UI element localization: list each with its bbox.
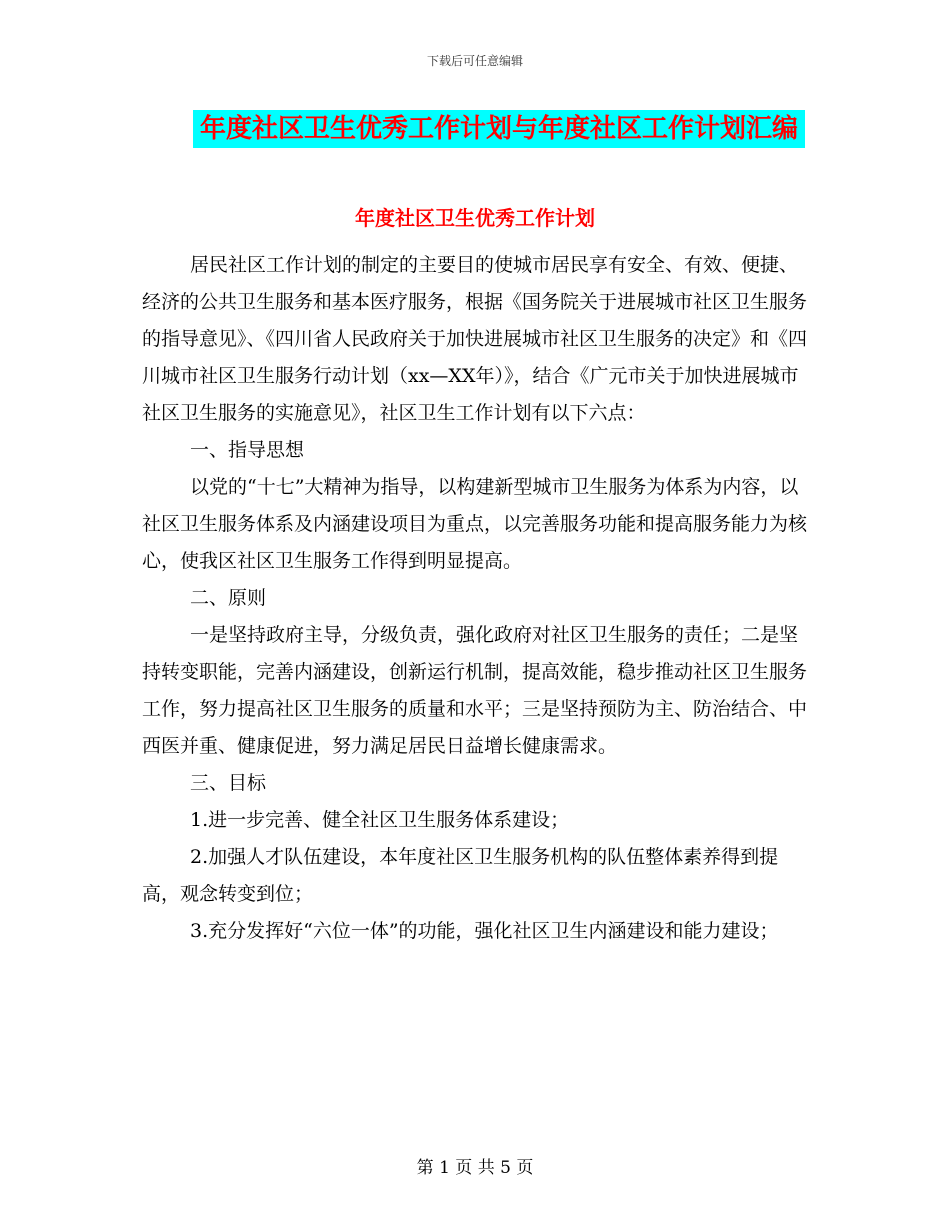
document-title: 年度社区卫生优秀工作计划与年度社区工作计划汇编 bbox=[193, 110, 805, 148]
principles-paragraph: 一是坚持政府主导，分级负责，强化政府对社区卫生服务的责任；二是坚持转变职能，完善内涵建设，创新运行机制，提高效能，稳步推动社区卫生服务工作，努力提高社区卫生服务的质量和水平；三是坚持预防为主、防治结合、中西医并重、健康促进，努力满足居民日益增长健康需求。 bbox=[142, 624, 808, 757]
goal-item-1: 1.进一步完善、健全社区卫生服务体系建设； bbox=[190, 809, 570, 831]
heading-goals: 三、目标 bbox=[190, 772, 267, 794]
guiding-ideology-paragraph: 以党的“十七”大精神为指导，以构建新型城市卫生服务为体系为内容，以社区卫生服务体系及内涵建设项目为重点，以完善服务功能和提高服务能力为核心，使我区社区卫生服务工作得到明显提高。 bbox=[142, 476, 808, 572]
heading-guiding-ideology: 一、指导思想 bbox=[190, 439, 305, 461]
section-title: 年度社区卫生优秀工作计划 bbox=[355, 206, 595, 230]
page-footer: 第 1 页 共 5 页 bbox=[416, 1158, 534, 1178]
document-body bbox=[142, 247, 810, 950]
intro-paragraph: 居民社区工作计划的制定的主要目的使城市居民享有安全、有效、便捷、经济的公共卫生服务和基本医疗服务，根据《国务院关于进展城市社区卫生服务的指导意见》、《四川省人民政府关于加快进展城市社区卫生服务的决定》和《四川城市社区卫生服务行动计划（xx—XX年）》，结合《广元市关于加快进展城市社区卫生服务的实施意见》，社区卫生工作计划有以下六点： bbox=[142, 254, 808, 424]
goal-item-3: 3.充分发挥好“六位一体”的功能，强化社区卫生内涵建设和能力建设； bbox=[190, 920, 779, 942]
goal-item-2: 2.加强人才队伍建设，本年度社区卫生服务机构的队伍整体素养得到提高，观念转变到位； bbox=[142, 846, 779, 905]
heading-principles: 二、原则 bbox=[190, 587, 267, 609]
header-note: 下载后可任意编辑 bbox=[426, 54, 523, 68]
